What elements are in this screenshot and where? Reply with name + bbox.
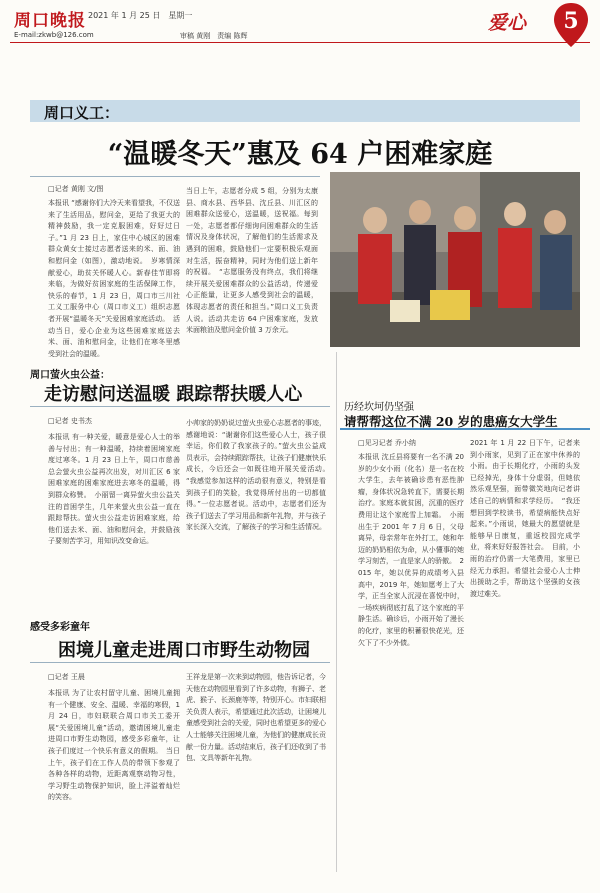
masthead-divider <box>10 42 590 43</box>
article4-byline: □见习记者 乔小纳 <box>358 439 416 447</box>
article2-byline: □记者 史书杰 <box>48 417 92 425</box>
article4-column-1: 本报讯 沈丘县将要有一名不满 20 岁的少女小雨（化名）是一名在校大学生，去年被确诊患有恶性肿瘤，身体状况急转直下，需要长期治疗。家庭本就贫困，沉重的医疗费用让这个家庭雪上加霜。 小雨出生于 2001 年 7 月 6 日，父母离异，母亲常年在外打工，她和年迈的奶奶相依为命，从小懂事的她学习刻苦，一直是家人的骄傲。 2015 年，她以优异的成绩考入县高中，2019 年，她如愿考上了大学，正当全家人沉浸在喜悦中时，一场疾病彻底打乱了这个家庭的平静生活。确诊后，小雨开始了漫长的化疗，家里的积蓄很快花光，还欠下了不少外债。 <box>358 453 464 647</box>
contact-email: E-mail:zkwb@126.com <box>14 31 94 39</box>
article4-column-2: 2021 年 1 月 22 日下午，记者来到小雨家，见到了正在家中休养的小雨。由于长期化疗，小雨的头发已经掉光，身体十分虚弱，但她依然乐观坚强，面带微笑地向记者讲述自己的病情和求学经历。 “我还想回到学校读书，希望病能快点好起来。”小雨说，她最大的愿望就是能够早日康复，重返校园完成学业，将来好好报答社会。 目前，小雨的治疗仍需一大笔费用，家里已经无力承担。希望社会爱心人士伸出援助之手，帮助这个坚强的女孩渡过难关。 <box>470 439 580 598</box>
article1-rule <box>30 176 320 177</box>
editors-line: 审稿 黄刚 责编 陈辉 <box>180 32 248 40</box>
article3-column-2: 王祥龙是第一次来到动物园，他告诉记者，今天他在动物园里看到了许多动物，有狮子、老虎、猴子、长颈鹿等等，特别开心。市妇联相关负责人表示，希望通过此次活动，让困境儿童感受到社会的关爱，同时也希望更多的爱心人士能够关注困境儿童，为他们的健康成长贡献一份力量。活动结束后，孩子们还收到了书包、文具等新年礼物。 <box>186 673 326 763</box>
issue-date: 2021 年 1 月 25 日 星期一 <box>88 11 193 20</box>
article3-column-1: 本报讯 为了让农村留守儿童、困境儿童拥有一个健康、安全、温暖、幸福的寒假，1 月 24 日，市妇联联合周口市关工委开展“关爱困境儿童”活动，邀请困境儿童走进周口市野生动物园，感受多彩童年，让孩子们度过一个快乐有意义的假期。 当日上午，孩子们在工作人员的带领下参观了各种各样的动物，近距离观察动物习性，学习野生动物保护知识，脸上洋溢着灿烂的笑容。 <box>48 689 180 802</box>
article4-headline: 请帮帮这位不满 20 岁的患癌女大学生 <box>344 414 558 429</box>
volunteers-photo <box>330 172 580 347</box>
sidebox-divider <box>336 352 337 872</box>
article3-rule <box>30 662 330 663</box>
section-name: 爱心 <box>488 12 527 34</box>
article3-byline: □记者 王晨 <box>48 673 85 681</box>
article4-kicker: 历经坎坷仍坚强 <box>344 402 414 413</box>
article1-column-1: 本报讯 “感谢你们大冷天来看望我，不仅送来了生活用品，慰问金，更给了我更大的精神鼓励，我一定克服困难，好好过日子。”1 月 23 日上，家住中心城区的困难群众黄女士接过志愿者送来的米、面、油和慰问金（如图），激动地说。 岁寒情深献爱心，助贫关怀暖人心。新春佳节即将来临，为做好贫困家庭的生活保障工作，快乐的春节，1 月 23 日，周口市三川社工义工服务中心（周口市义工）组织志愿者开展“温暖冬天”关爱困难家庭活动。 活动当日，爱心企业为这些困难家庭送去米、面、油和慰问金，让他们在寒冬里感受到社会的温暖。 <box>48 199 180 358</box>
article3-headline: 困境儿童走进周口市野生动物园 <box>58 640 310 661</box>
article2-column-2: 小帅家的奶奶说过萤火虫爱心志愿者的事迹，感谢地说：“谢谢你们这些爱心人士，孩子很幸运，你们救了我家孩子的。”萤火虫公益成员表示，会持续跟踪帮扶，让孩子们健康快乐成长，今后还会一如既往地开展关爱活动。 “我感觉参加这样的活动很有意义，特别是看到孩子们的笑脸，我觉得所付出的一切都值得。”一位志愿者说。活动中，志愿者们还为孩子们送去了学习用品和新年礼物，并与孩子家长深入交流，了解孩子的学习和生活情况。 <box>186 419 333 532</box>
article3-kicker: 感受多彩童年 <box>30 622 90 633</box>
article1-headline: “温暖冬天”惠及 64 户困难家庭 <box>107 139 493 170</box>
article1-byline: □记者 黄刚 文/图 <box>48 185 104 193</box>
article1-kicker: 周口义工： <box>44 104 120 122</box>
article2-headline: 走访慰问送温暖 跟踪帮扶暖人心 <box>44 384 303 405</box>
paper-name: 周口晚报 <box>14 11 86 31</box>
article2-column-1: 本报讯 有一种关爱，暖意是爱心人士的举善与付出；有一种温暖，持续着困境家庭度过寒冬。1 月 23 日上午，周口市慈善总会萤火虫公益再次出发，对川汇区 6 家困难家庭的困难家庭进去寒冬的温暖，得到群众称赞。 小丽留一离异萤火虫公益关注的首困学生，几年来萤火虫公益一直在跟踪帮扶。萤火虫公益走访困难家庭，给他们送去米、面、油和慰问金，并鼓励孩子要刻苦学习，用知识改变命运。 <box>48 433 180 546</box>
page-number: 5 <box>563 8 579 34</box>
article2-rule <box>30 406 330 407</box>
article2-kicker: 周口萤火虫公益： <box>30 370 110 381</box>
article1-column-2: 当日上午，志愿者分成 5 组，分别为太康县、商水县、西华县、沈丘县、川汇区的困难群众送爱心，送温暖，送祝福。每到一处，志愿者都仔细询问困难群众的生活情况及身体状况，了解他们的生活需求及遇到的困难，鼓励他们一定要积极乐观面对生活，振奋精神，同时为他们送上新年的祝福。 “志愿服务没有终点，我们将继续开展关爱困难群众的公益活动，传递爱心正能量，让更多人感受到社会的温暖，体现志愿者的责任和担当。”周口义工负责人说。活动共走访 64 户困难家庭，发放米面粮油及慰问金价值 3 万余元。 <box>186 187 318 335</box>
